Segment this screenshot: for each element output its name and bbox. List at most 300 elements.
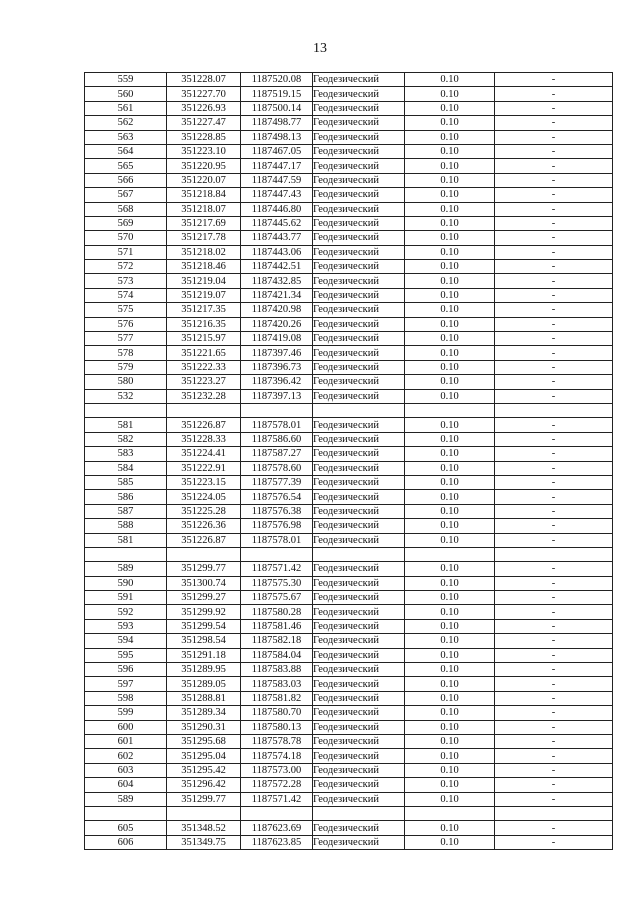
x-coordinate-cell: 351348.52 [167,821,241,835]
method-cell [313,806,405,820]
table-row [85,116,613,130]
table-row [85,763,613,777]
point-number-cell: 564 [85,144,167,158]
accuracy-cell: 0.10 [405,490,495,504]
method-cell: Геодезический [313,418,405,432]
y-coordinate-cell: 1187396.73 [241,360,313,374]
table-row [85,173,613,187]
point-number-cell: 599 [85,706,167,720]
point-number-cell: 565 [85,159,167,173]
coordinates-table [84,72,613,850]
accuracy-cell: 0.10 [405,188,495,202]
y-coordinate-cell: 1187577.39 [241,475,313,489]
description-cell [495,403,613,417]
description-cell: - [495,260,613,274]
point-number-cell: 586 [85,490,167,504]
table-row [85,87,613,101]
y-coordinate-cell [241,403,313,417]
description-cell: - [495,288,613,302]
method-cell: Геодезический [313,447,405,461]
accuracy-cell: 0.10 [405,706,495,720]
table-row [85,778,613,792]
description-cell: - [495,533,613,547]
y-coordinate-cell [241,806,313,820]
method-cell: Геодезический [313,116,405,130]
method-cell: Геодезический [313,763,405,777]
x-coordinate-cell: 351218.84 [167,188,241,202]
table-row [85,159,613,173]
table-row [85,576,613,590]
page-number: 13 [313,41,327,56]
y-coordinate-cell: 1187587.27 [241,447,313,461]
point-number-cell: 582 [85,432,167,446]
x-coordinate-cell: 351224.41 [167,447,241,461]
x-coordinate-cell: 351223.27 [167,375,241,389]
accuracy-cell: 0.10 [405,778,495,792]
x-coordinate-cell: 351217.69 [167,216,241,230]
accuracy-cell: 0.10 [405,216,495,230]
y-coordinate-cell [241,547,313,561]
y-coordinate-cell: 1187578.01 [241,533,313,547]
x-coordinate-cell: 351222.91 [167,461,241,475]
table-row [85,360,613,374]
y-coordinate-cell: 1187520.08 [241,73,313,87]
table-row [85,591,613,605]
method-cell: Геодезический [313,591,405,605]
point-number-cell: 575 [85,303,167,317]
x-coordinate-cell: 351298.54 [167,634,241,648]
point-number-cell: 591 [85,591,167,605]
description-cell: - [495,231,613,245]
method-cell: Геодезический [313,519,405,533]
x-coordinate-cell: 351289.34 [167,706,241,720]
accuracy-cell: 0.10 [405,375,495,389]
method-cell: Геодезический [313,734,405,748]
x-coordinate-cell: 351220.95 [167,159,241,173]
x-coordinate-cell: 351227.70 [167,87,241,101]
method-cell: Геодезический [313,216,405,230]
x-coordinate-cell: 351299.92 [167,605,241,619]
method-cell: Геодезический [313,691,405,705]
x-coordinate-cell [167,547,241,561]
table-row [85,447,613,461]
description-cell: - [495,490,613,504]
table-row [85,432,613,446]
accuracy-cell: 0.10 [405,130,495,144]
description-cell: - [495,591,613,605]
x-coordinate-cell: 351228.85 [167,130,241,144]
method-cell: Геодезический [313,490,405,504]
x-coordinate-cell: 351220.07 [167,173,241,187]
accuracy-cell: 0.10 [405,691,495,705]
x-coordinate-cell: 351295.04 [167,749,241,763]
point-number-cell: 571 [85,245,167,259]
table-row [85,202,613,216]
table-row [85,231,613,245]
description-cell: - [495,130,613,144]
accuracy-cell: 0.10 [405,533,495,547]
table-row [85,332,613,346]
y-coordinate-cell: 1187571.42 [241,792,313,806]
method-cell: Геодезический [313,101,405,115]
y-coordinate-cell: 1187573.00 [241,763,313,777]
accuracy-cell: 0.10 [405,73,495,87]
x-coordinate-cell: 351299.77 [167,792,241,806]
accuracy-cell: 0.10 [405,619,495,633]
method-cell: Геодезический [313,792,405,806]
point-number-cell [85,806,167,820]
y-coordinate-cell: 1187580.70 [241,706,313,720]
x-coordinate-cell: 351290.31 [167,720,241,734]
x-coordinate-cell: 351217.78 [167,231,241,245]
y-coordinate-cell: 1187578.01 [241,418,313,432]
method-cell: Геодезический [313,778,405,792]
description-cell: - [495,87,613,101]
x-coordinate-cell: 351289.05 [167,677,241,691]
point-number-cell: 573 [85,274,167,288]
point-number-cell: 570 [85,231,167,245]
table-row [85,418,613,432]
accuracy-cell: 0.10 [405,332,495,346]
description-cell: - [495,159,613,173]
accuracy-cell: 0.10 [405,504,495,518]
table-spacer-row [85,403,613,417]
method-cell: Геодезический [313,260,405,274]
accuracy-cell: 0.10 [405,576,495,590]
accuracy-cell: 0.10 [405,432,495,446]
y-coordinate-cell: 1187447.17 [241,159,313,173]
description-cell: - [495,763,613,777]
x-coordinate-cell: 351221.65 [167,346,241,360]
description-cell: - [495,634,613,648]
point-number-cell: 577 [85,332,167,346]
method-cell [313,547,405,561]
x-coordinate-cell: 351296.42 [167,778,241,792]
description-cell: - [495,475,613,489]
point-number-cell: 563 [85,130,167,144]
table-row [85,144,613,158]
y-coordinate-cell: 1187576.98 [241,519,313,533]
x-coordinate-cell: 351295.42 [167,763,241,777]
y-coordinate-cell: 1187580.28 [241,605,313,619]
x-coordinate-cell: 351224.05 [167,490,241,504]
y-coordinate-cell: 1187420.26 [241,317,313,331]
x-coordinate-cell: 351218.02 [167,245,241,259]
y-coordinate-cell: 1187623.85 [241,835,313,849]
x-coordinate-cell: 351228.33 [167,432,241,446]
point-number-cell: 588 [85,519,167,533]
x-coordinate-cell: 351299.77 [167,562,241,576]
description-cell: - [495,202,613,216]
point-number-cell: 569 [85,216,167,230]
description-cell: - [495,144,613,158]
point-number-cell: 581 [85,418,167,432]
table-row [85,288,613,302]
method-cell: Геодезический [313,562,405,576]
x-coordinate-cell: 351218.46 [167,260,241,274]
point-number-cell: 595 [85,648,167,662]
accuracy-cell: 0.10 [405,677,495,691]
method-cell: Геодезический [313,173,405,187]
y-coordinate-cell: 1187446.80 [241,202,313,216]
x-coordinate-cell: 351232.28 [167,389,241,403]
x-coordinate-cell: 351219.04 [167,274,241,288]
table-row [85,461,613,475]
accuracy-cell: 0.10 [405,734,495,748]
method-cell: Геодезический [313,245,405,259]
y-coordinate-cell: 1187583.88 [241,663,313,677]
method-cell: Геодезический [313,677,405,691]
method-cell: Геодезический [313,504,405,518]
method-cell: Геодезический [313,706,405,720]
description-cell: - [495,562,613,576]
table-row [85,792,613,806]
x-coordinate-cell: 351291.18 [167,648,241,662]
description-cell: - [495,447,613,461]
method-cell: Геодезический [313,375,405,389]
description-cell: - [495,792,613,806]
point-number-cell: 604 [85,778,167,792]
table-row [85,749,613,763]
x-coordinate-cell: 351300.74 [167,576,241,590]
description-cell [495,547,613,561]
table-row [85,375,613,389]
table-row [85,490,613,504]
accuracy-cell: 0.10 [405,317,495,331]
accuracy-cell: 0.10 [405,821,495,835]
x-coordinate-cell: 351225.28 [167,504,241,518]
y-coordinate-cell: 1187572.28 [241,778,313,792]
accuracy-cell: 0.10 [405,720,495,734]
point-number-cell: 590 [85,576,167,590]
point-number-cell: 597 [85,677,167,691]
description-cell: - [495,173,613,187]
method-cell: Геодезический [313,87,405,101]
accuracy-cell: 0.10 [405,159,495,173]
point-number-cell: 559 [85,73,167,87]
x-coordinate-cell: 351288.81 [167,691,241,705]
description-cell: - [495,274,613,288]
table-row [85,663,613,677]
method-cell: Геодезический [313,274,405,288]
y-coordinate-cell: 1187575.30 [241,576,313,590]
method-cell: Геодезический [313,576,405,590]
y-coordinate-cell: 1187580.13 [241,720,313,734]
method-cell: Геодезический [313,648,405,662]
description-cell: - [495,519,613,533]
point-number-cell: 579 [85,360,167,374]
y-coordinate-cell: 1187467.05 [241,144,313,158]
point-number-cell: 574 [85,288,167,302]
description-cell: - [495,749,613,763]
x-coordinate-cell: 351227.47 [167,116,241,130]
table-row [85,73,613,87]
table-row [85,619,613,633]
point-number-cell: 600 [85,720,167,734]
y-coordinate-cell: 1187574.18 [241,749,313,763]
y-coordinate-cell: 1187578.60 [241,461,313,475]
y-coordinate-cell: 1187421.34 [241,288,313,302]
accuracy-cell: 0.10 [405,663,495,677]
y-coordinate-cell: 1187396.42 [241,375,313,389]
point-number-cell: 568 [85,202,167,216]
x-coordinate-cell: 351223.10 [167,144,241,158]
point-number-cell: 562 [85,116,167,130]
point-number-cell: 606 [85,835,167,849]
point-number-cell [85,403,167,417]
table-row [85,101,613,115]
method-cell: Геодезический [313,288,405,302]
y-coordinate-cell: 1187519.15 [241,87,313,101]
description-cell: - [495,375,613,389]
accuracy-cell: 0.10 [405,519,495,533]
description-cell: - [495,389,613,403]
accuracy-cell: 0.10 [405,288,495,302]
method-cell: Геодезический [313,202,405,216]
point-number-cell: 578 [85,346,167,360]
point-number-cell: 567 [85,188,167,202]
x-coordinate-cell: 351226.93 [167,101,241,115]
table-row [85,303,613,317]
point-number-cell: 592 [85,605,167,619]
x-coordinate-cell: 351215.97 [167,332,241,346]
y-coordinate-cell: 1187583.03 [241,677,313,691]
y-coordinate-cell: 1187498.77 [241,116,313,130]
y-coordinate-cell: 1187420.98 [241,303,313,317]
table-row [85,317,613,331]
accuracy-cell: 0.10 [405,835,495,849]
table-row [85,188,613,202]
accuracy-cell: 0.10 [405,475,495,489]
x-coordinate-cell: 351216.35 [167,317,241,331]
method-cell: Геодезический [313,634,405,648]
y-coordinate-cell: 1187498.13 [241,130,313,144]
accuracy-cell [405,403,495,417]
method-cell: Геодезический [313,144,405,158]
point-number-cell: 580 [85,375,167,389]
method-cell: Геодезический [313,533,405,547]
x-coordinate-cell: 351299.27 [167,591,241,605]
y-coordinate-cell: 1187419.08 [241,332,313,346]
accuracy-cell: 0.10 [405,274,495,288]
method-cell: Геодезический [313,159,405,173]
method-cell: Геодезический [313,360,405,374]
point-number-cell: 581 [85,533,167,547]
description-cell: - [495,216,613,230]
x-coordinate-cell: 351223.15 [167,475,241,489]
method-cell [313,403,405,417]
description-cell: - [495,116,613,130]
description-cell: - [495,677,613,691]
y-coordinate-cell: 1187432.85 [241,274,313,288]
method-cell: Геодезический [313,605,405,619]
description-cell: - [495,619,613,633]
accuracy-cell: 0.10 [405,260,495,274]
y-coordinate-cell: 1187584.04 [241,648,313,662]
method-cell: Геодезический [313,389,405,403]
table-row [85,216,613,230]
method-cell: Геодезический [313,188,405,202]
description-cell: - [495,432,613,446]
x-coordinate-cell: 351218.07 [167,202,241,216]
x-coordinate-cell: 351217.35 [167,303,241,317]
table-row [85,634,613,648]
description-cell: - [495,706,613,720]
method-cell: Геодезический [313,231,405,245]
method-cell: Геодезический [313,749,405,763]
accuracy-cell: 0.10 [405,144,495,158]
description-cell: - [495,835,613,849]
y-coordinate-cell: 1187443.77 [241,231,313,245]
table-row [85,274,613,288]
description-cell: - [495,821,613,835]
description-cell: - [495,663,613,677]
accuracy-cell [405,547,495,561]
table-row [85,562,613,576]
method-cell: Геодезический [313,821,405,835]
table-row [85,389,613,403]
accuracy-cell: 0.10 [405,634,495,648]
table-row [85,533,613,547]
x-coordinate-cell: 351226.87 [167,533,241,547]
table-row [85,245,613,259]
description-cell: - [495,346,613,360]
description-cell: - [495,691,613,705]
x-coordinate-cell: 351226.87 [167,418,241,432]
y-coordinate-cell: 1187500.14 [241,101,313,115]
description-cell: - [495,504,613,518]
point-number-cell: 560 [85,87,167,101]
point-number-cell: 576 [85,317,167,331]
point-number-cell: 603 [85,763,167,777]
point-number-cell: 593 [85,619,167,633]
table-row [85,691,613,705]
description-cell: - [495,188,613,202]
accuracy-cell: 0.10 [405,763,495,777]
table-row [85,734,613,748]
y-coordinate-cell: 1187581.46 [241,619,313,633]
table-spacer-row [85,547,613,561]
accuracy-cell: 0.10 [405,87,495,101]
accuracy-cell: 0.10 [405,360,495,374]
method-cell: Геодезический [313,663,405,677]
accuracy-cell: 0.10 [405,116,495,130]
table-row [85,605,613,619]
point-number-cell: 561 [85,101,167,115]
y-coordinate-cell: 1187571.42 [241,562,313,576]
table-row [85,706,613,720]
y-coordinate-cell: 1187447.43 [241,188,313,202]
y-coordinate-cell: 1187445.62 [241,216,313,230]
description-cell: - [495,245,613,259]
method-cell: Геодезический [313,303,405,317]
point-number-cell: 602 [85,749,167,763]
point-number-cell: 532 [85,389,167,403]
accuracy-cell: 0.10 [405,591,495,605]
accuracy-cell: 0.10 [405,346,495,360]
point-number-cell: 584 [85,461,167,475]
description-cell: - [495,317,613,331]
table-row [85,720,613,734]
x-coordinate-cell: 351226.36 [167,519,241,533]
accuracy-cell: 0.10 [405,447,495,461]
y-coordinate-cell: 1187397.13 [241,389,313,403]
description-cell: - [495,418,613,432]
method-cell: Геодезический [313,475,405,489]
table-row [85,504,613,518]
description-cell: - [495,461,613,475]
method-cell: Геодезический [313,346,405,360]
